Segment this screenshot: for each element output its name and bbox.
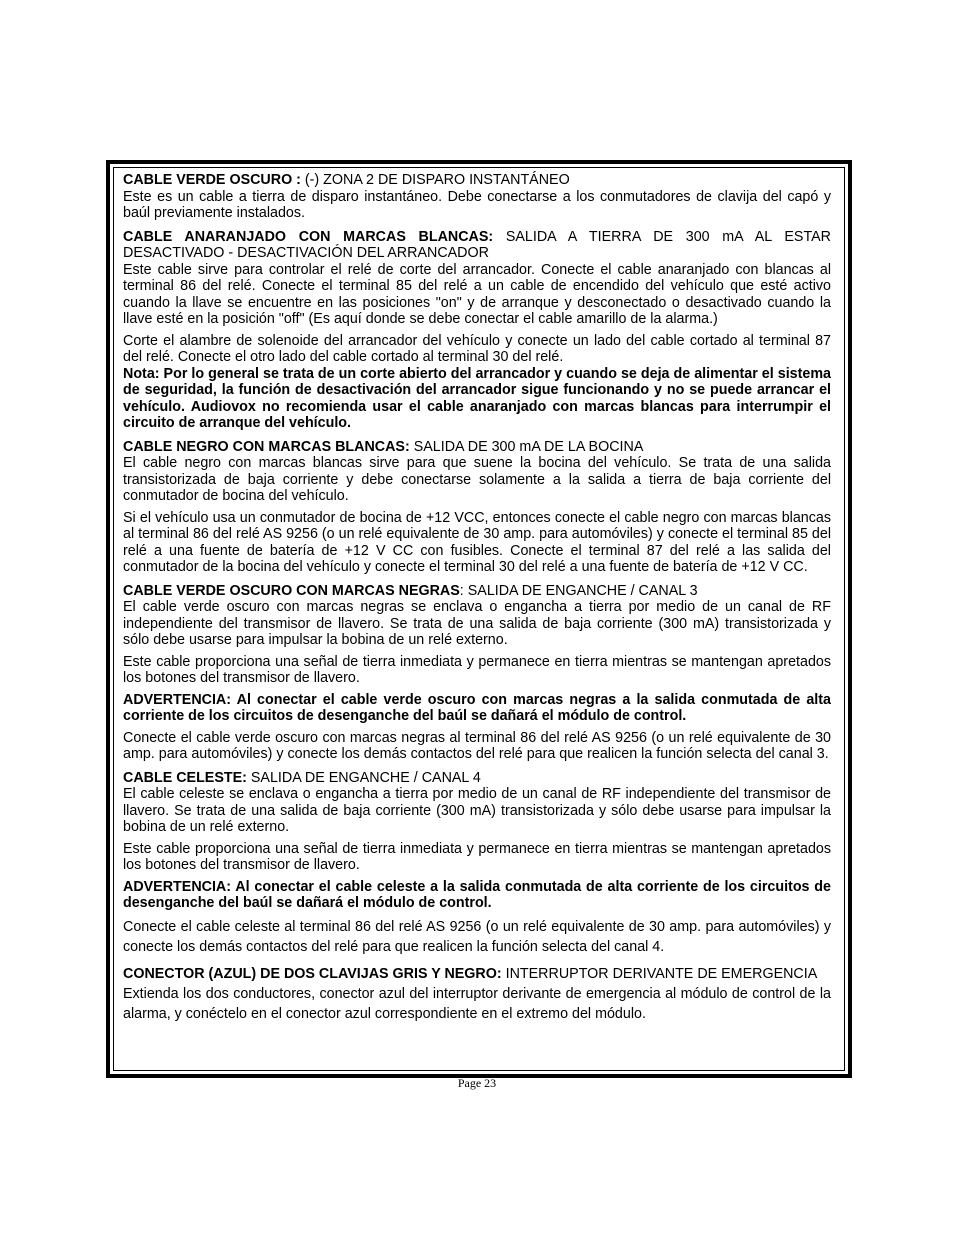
section-celeste (123, 770, 831, 957)
paragraph: Este cable sirve para controlar el relé de corte del arrancador. Conecte el cable anaranjado con blancas al terminal 86 del relé. Conecte el terminal 85 del relé a un cable de encendido del vehículo que esté activo cuando la llave se encuentre en las posiciones "on" y de arranque y desconectado o desactivado cuando la llave esté en la posición "off" (Es aquí donde se debe conectar el cable amarillo de la alarma.) (123, 261, 831, 327)
paragraph: Conecte el cable verde oscuro con marcas negras al terminal 86 del relé AS 9256 (o un relé equivalente de 30 amp. para automóviles) y conecte los demás contactos del relé para que realicen la función selecta del canal 3. (123, 729, 831, 762)
document-body (123, 172, 831, 1024)
section-heading: CABLE VERDE OSCURO : (-) ZONA 2 DE DISPARO INSTANTÁNEO (123, 172, 570, 188)
warning: ADVERTENCIA: Al conectar el cable celeste a la salida conmutada de alta corriente de los circuitos de desenganche del baúl se dañará el módulo de control. (123, 878, 831, 911)
section-heading: CABLE ANARANJADO CON MARCAS BLANCAS: SALIDA A TIERRA DE 300 mA AL ESTAR DESACTIVADO - DESACTIVACIÓN DEL ARRANCADOR (123, 228, 831, 261)
note: Nota: Por lo general se trata de un corte abierto del arrancador y cuando se deja de alimentar el sistema de seguridad, la función de desactivación del arrancador sigue funcionando y no se puede arrancar el vehículo. Audiovox no recomienda usar el cable anaranjado con marcas blancas para interrumpir el circuito de arranque del vehículo. (123, 365, 831, 431)
paragraph: Si el vehículo usa un conmutador de bocina de +12 VCC, entonces conecte el cable negro con marcas blancas al terminal 86 del relé AS 9256 (o un relé equivalente de 30 amp. para automóviles) y conecte el terminal 85 del relé a una fuente de batería de +12 V CC con fusibles. Conecte el terminal 87 del relé a las salida del conmutador de la bocina del vehículo y conecte el terminal 30 del relé a una fuente de batería de +12 V CC. (123, 509, 831, 575)
warning: ADVERTENCIA: Al conectar el cable verde oscuro con marcas negras a la salida conmutada de alta corriente de los circuitos de desenganche del baúl se dañará el módulo de control. (123, 691, 831, 724)
section-conector-azul (123, 964, 831, 1024)
section-heading: CABLE NEGRO CON MARCAS BLANCAS: SALIDA DE 300 mA DE LA BOCINA (123, 438, 644, 455)
section-negro-blancas (123, 439, 831, 576)
paragraph: Corte el alambre de solenoide del arrancador del vehículo y conecte un lado del cable cortado al terminal 87 del relé. Conecte el otro lado del cable cortado al terminal 30 del relé. (123, 332, 831, 365)
paragraph: El cable celeste se enclava o engancha a tierra por medio de un canal de RF independiente del transmisor de llavero. Se trata de una salida de baja corriente (300 mA) transistorizada y sólo debe usarse para impulsar la bobina de un relé externo. (123, 786, 831, 835)
section-heading: CABLE VERDE OSCURO CON MARCAS NEGRAS: SALIDA DE ENGANCHE / CANAL 3 (123, 582, 698, 599)
paragraph: Este cable proporciona una señal de tierra inmediata y permanece en tierra mientras se mantengan apretados los botones del transmisor de llavero. (123, 840, 831, 873)
section-heading: CONECTOR (AZUL) DE DOS CLAVIJAS GRIS Y NEGRO: INTERRUPTOR DERIVANTE DE EMERGENCIA (123, 965, 818, 982)
page-number: Page 23 (457, 1076, 497, 1090)
section-verde-negras (123, 583, 831, 763)
paragraph: Extienda los dos conductores, conector azul del interruptor derivante de emergencia al módulo de control de la alarma, y conéctelo en el conector azul correspondiente en el extremo del módulo. (123, 985, 831, 1022)
paragraph: Este es un cable a tierra de disparo instantáneo. Debe conectarse a los conmutadores de clavija del capó y baúl previamente instalados. (123, 188, 831, 221)
paragraph: El cable negro con marcas blancas sirve para que suene la bocina del vehículo. Se trata de una salida transistorizada de baja corriente y debe conectarse solamente a la salida a tierra de baja corriente del conmutador de bocina del vehículo. (123, 455, 831, 504)
section-heading: CABLE CELESTE: SALIDA DE ENGANCHE / CANAL 4 (123, 769, 481, 786)
paragraph: Este cable proporciona una señal de tierra inmediata y permanece en tierra mientras se mantengan apretados los botones del transmisor de llavero. (123, 653, 831, 686)
paragraph: El cable verde oscuro con marcas negras se enclava o engancha a tierra por medio de un canal de RF independiente del transmisor de llavero. Se trata de una salida de baja corriente (300 mA) transistorizada y sólo debe usarse para impulsar la bobina de un relé externo. (123, 599, 831, 648)
section-verde-oscuro (123, 172, 831, 222)
section-anaranjado (123, 229, 831, 432)
paragraph: Conecte el cable celeste al terminal 86 del relé AS 9256 (o un relé equivalente de 30 amp. para automóviles) y conecte los demás contactos del relé para que realicen la función selecta del canal 4. (123, 918, 831, 955)
